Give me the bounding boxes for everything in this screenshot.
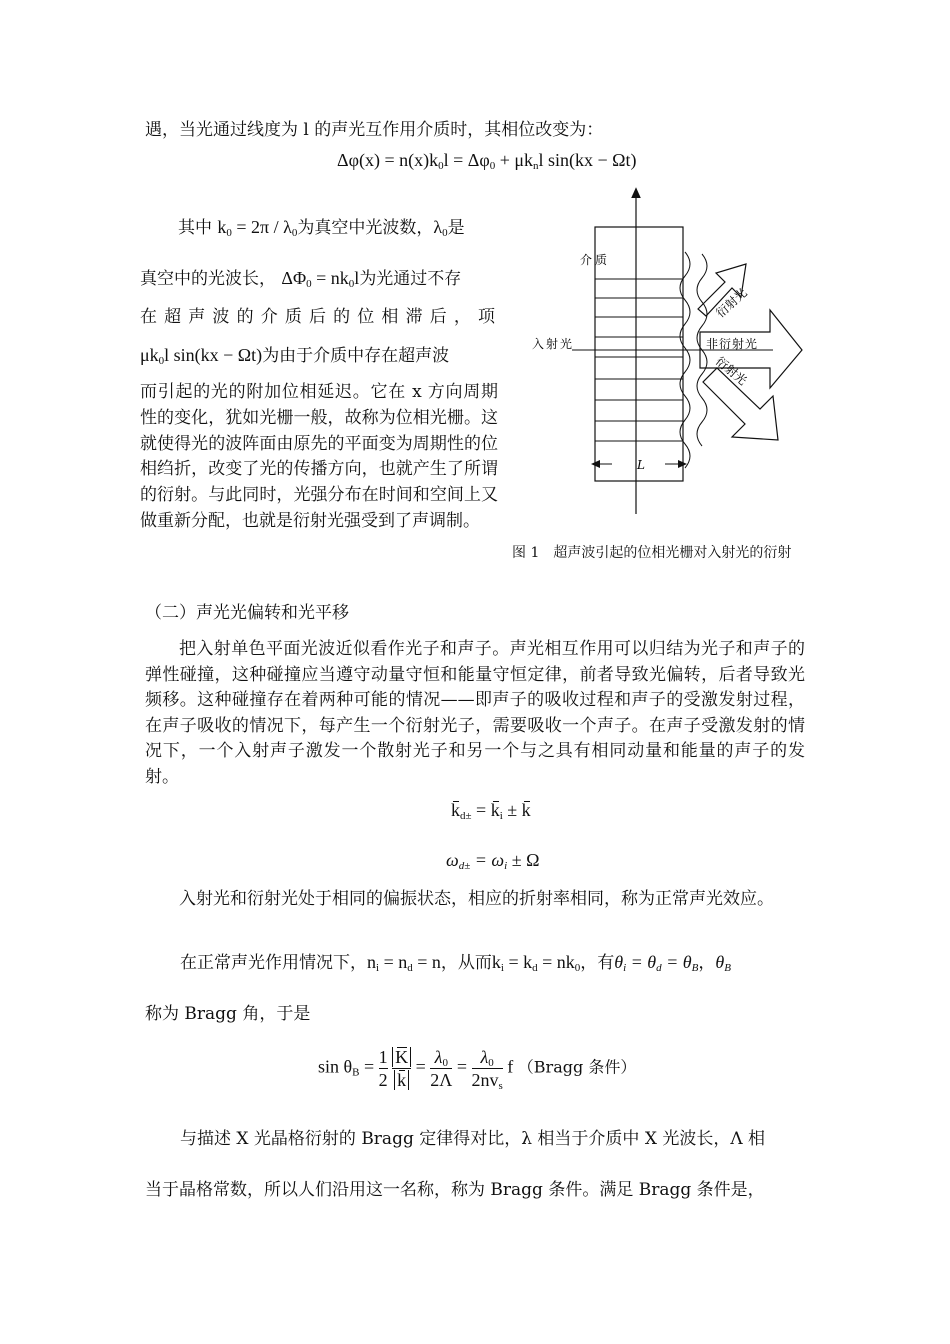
acoustic-wave-1	[680, 252, 690, 468]
section-title: （二）声光光偏转和光平移	[145, 603, 349, 623]
para-photon-phonon: 把入射单色平面光波近似看作光子和声子。声光相互作用可以归结为光子和声子的弹性碰撞，这种碰撞应当遵守动量守恒和能量守恒定律，前者导致光偏转，后者导致光频移。这种碰撞存在着两种可能的情况——即声子的吸收过程和声子的受激发射过程，在声子吸收的情况下，每产生一个衍射光子，需要吸收一个声子。在声子受激发射的情况下，一个入射声子激发一个散射光子和另一个与之具有相同动量和能量的声子的发射。	[145, 639, 805, 787]
figure-caption: 图 1 超声波引起的位相光栅对入射光的衍射	[512, 545, 792, 561]
left-para-line2: 真空中的光波长， $\Delta\Phi_0 = nk_0l$为光通过不存	[140, 268, 462, 290]
intro-text: 遇，当光通过线度为 l 的声光互作用介质时，其相位改变为：	[145, 120, 604, 140]
left-para-line4: $\mu k_0l$ sin(kx − Ωt)为由于介质中存在超声波	[140, 345, 450, 367]
momentum-equation: $k_{d\pm} = k_i \pm k$	[451, 800, 531, 822]
bragg-equation: $\sin \theta_B$ = $\frac{1}{2}$ $\frac{K}{k}$ = $\frac{\lambda_0}{2\Lambda}$ = $\frac{\lambda_0}{2nv_s}$ f （Bragg 条件）	[318, 1047, 637, 1092]
label-incident: 入射光	[532, 337, 575, 351]
label-diffracted-bottom: 衍射光	[712, 354, 750, 388]
para-bragg-compare: 与描述 X 光晶格衍射的 Bragg 定律得对比，λ 相当于介质中 X 光波长，Λ 相	[180, 1129, 766, 1149]
energy-equation: $\omega_{d\pm} = \omega_i \pm \Omega$	[446, 850, 540, 872]
label-nondiffracted: 非衍射光	[706, 337, 759, 351]
para-normal-effect: 入射光和衍射光处于相同的偏振状态，相应的折射率相同，称为正常声光效应。	[179, 889, 774, 909]
label-medium: 介质	[580, 253, 611, 267]
left-para-body: 而引起的光的附加位相延迟。它在 x 方向周期性的变化，犹如光栅一般，故称为位相光栅。这就使得光的波阵面由原先的平面变为周期性的位相绉折，改变了光的传播方向，也就产生了所谓的衍射。与此同时，光强分布在时间和空间上又做重新分配，也就是衍射光强受到了声调制。	[140, 382, 498, 531]
diffraction-figure	[520, 182, 850, 542]
phase-equation: $\Delta\varphi(x) = n(x)k_0l = \Delta\varphi_0 + \mu k_nl$ sin(kx − Ωt)	[337, 150, 637, 172]
label-L: L	[637, 458, 645, 472]
label-diffracted-top: 衍射光	[713, 285, 750, 321]
para-bragg-angle: 称为 Bragg 角，于是	[145, 1004, 311, 1024]
left-para-line1: 其中 $k_0 = 2\pi / \lambda_0$为真空中光波数，$\lambda_0$是	[178, 217, 465, 239]
para-bragg-condition: 当于晶格常数，所以人们沿用这一名称，称为 Bragg 条件。满足 Bragg 条件是，	[145, 1180, 765, 1200]
para-normal-case: 在正常声光作用情况下，$n_i = n_d = n$，从而$k_i = k_d = nk_0$，有$\theta_i = \theta_d = \theta_B$，$\theta_B$	[180, 952, 731, 974]
left-para-line3: 在超声波的介质后的位相滞后，项	[140, 307, 498, 327]
